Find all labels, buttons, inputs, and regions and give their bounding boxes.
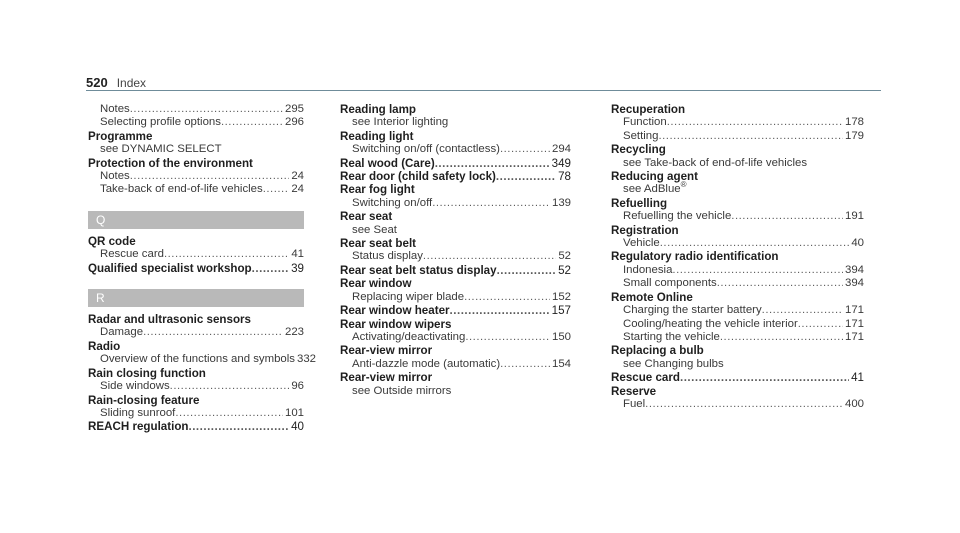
index-term: Recycling xyxy=(611,143,666,157)
index-subentry xyxy=(88,103,304,116)
header-rule xyxy=(86,90,881,91)
dot-leader xyxy=(465,331,550,344)
entry-label: Rescue card xyxy=(100,248,164,261)
page-reference: 154 xyxy=(551,357,571,370)
dot-leader xyxy=(423,250,556,263)
index-subentry xyxy=(340,291,571,304)
page-reference: 179 xyxy=(844,129,864,142)
dot-leader xyxy=(175,407,283,420)
entry-label: Function xyxy=(623,116,667,129)
entry-label: Notes xyxy=(100,103,130,115)
index-subentry xyxy=(340,143,571,156)
index-term: Reserve xyxy=(611,384,657,398)
page-reference: 40 xyxy=(291,420,304,434)
index-term: Reading light xyxy=(340,129,414,143)
page-reference: 400 xyxy=(844,397,864,410)
index-letter-heading: Q xyxy=(88,211,304,229)
index-subentry xyxy=(611,130,864,143)
page-reference: 295 xyxy=(284,103,304,115)
index-term: Protection of the environment xyxy=(88,156,253,170)
entry-label: Anti-dazzle mode (automatic) xyxy=(352,357,501,370)
index-subentry xyxy=(611,398,864,411)
index-term: Remote Online xyxy=(611,290,693,304)
index-term: Rear window xyxy=(340,277,412,291)
index-term: Rain-closing feature xyxy=(88,393,200,407)
page-title: Index xyxy=(116,76,147,90)
index-term: Radio xyxy=(88,339,121,353)
page-reference: 96 xyxy=(291,380,304,393)
page-reference: 332 xyxy=(297,353,317,366)
index-subentry xyxy=(88,353,317,366)
page-header xyxy=(86,75,146,90)
page-reference: 41 xyxy=(851,371,864,385)
entry-label: Replacing wiper blade xyxy=(352,290,465,303)
index-term: Reducing agent xyxy=(611,170,698,184)
dot-leader xyxy=(221,116,283,129)
dot-leader xyxy=(450,304,550,317)
index-subentry xyxy=(340,358,571,371)
dot-leader xyxy=(660,237,850,250)
page-reference: 178 xyxy=(844,116,864,129)
index-term: Rear seat belt xyxy=(340,237,417,251)
index-term-entry xyxy=(340,170,571,183)
entry-label: Rear window heater xyxy=(340,304,450,318)
page-reference: 152 xyxy=(551,290,571,303)
index-see-reference: see Outside mirrors xyxy=(352,384,452,397)
index-term: Rear-view mirror xyxy=(340,371,433,385)
page-reference: 24 xyxy=(291,170,304,183)
entry-label: Real wood (Care) xyxy=(340,156,435,170)
entry-label: Vehicle xyxy=(623,237,660,250)
dot-leader xyxy=(188,420,289,433)
index-column-1 xyxy=(88,103,317,434)
page-number: 520 xyxy=(86,75,108,90)
index-term-entry xyxy=(340,157,571,170)
index-subentry xyxy=(88,326,304,339)
index-see-reference: see Changing bulbs xyxy=(623,357,724,370)
index-subentry xyxy=(611,304,864,317)
dot-leader xyxy=(672,264,843,277)
dot-leader xyxy=(130,170,290,183)
index-term: Recuperation xyxy=(611,103,686,116)
index-subentry xyxy=(611,210,864,223)
page-reference: 394 xyxy=(844,263,864,276)
index-term: Reading lamp xyxy=(340,103,417,116)
entry-label: Switching on/off (contactless) xyxy=(352,143,500,156)
page-reference: 294 xyxy=(551,143,571,156)
index-term-entry xyxy=(340,264,571,277)
index-term-entry xyxy=(88,262,304,275)
entry-label: Charging the starter battery xyxy=(623,304,762,317)
index-subentry xyxy=(340,197,571,210)
index-term: Rear fog light xyxy=(340,183,415,197)
index-subentry xyxy=(611,318,864,331)
entry-label: Rear seat belt status display xyxy=(340,263,497,277)
page-reference: 171 xyxy=(844,317,864,330)
page-reference: 39 xyxy=(291,261,304,275)
entry-label: Switching on/off xyxy=(352,196,433,209)
index-subentry xyxy=(611,116,864,129)
index-term: Refuelling xyxy=(611,196,668,210)
index-term: Regulatory radio identification xyxy=(611,250,779,264)
entry-label: Starting the vehicle xyxy=(623,330,720,343)
entry-label: Sliding sunroof xyxy=(100,406,176,419)
dot-leader xyxy=(731,210,843,223)
page-reference: 171 xyxy=(844,304,864,317)
page-reference: 394 xyxy=(844,277,864,290)
index-see-reference: see Interior lighting xyxy=(352,116,449,129)
entry-label: Notes xyxy=(100,170,130,183)
dot-leader xyxy=(432,197,550,210)
entry-label: Damage xyxy=(100,326,144,339)
dot-leader xyxy=(667,116,843,129)
index-subentry xyxy=(88,183,304,196)
index-subentry xyxy=(88,248,304,261)
index-subentry xyxy=(340,331,571,344)
page-reference: 101 xyxy=(284,406,304,419)
index-subentry xyxy=(611,237,864,250)
entry-label: Small components xyxy=(623,277,717,290)
index-column-3 xyxy=(611,103,864,411)
dot-leader xyxy=(496,170,556,183)
entry-label: Overview of the functions and symbols xyxy=(100,353,295,366)
entry-label: Take-back of end-of-life vehicles xyxy=(100,183,263,196)
dot-leader xyxy=(717,277,843,290)
index-letter-heading: R xyxy=(88,289,304,307)
page-reference: 139 xyxy=(551,196,571,209)
dot-leader xyxy=(435,157,550,170)
index-term-entry xyxy=(88,420,304,433)
dot-leader xyxy=(130,103,283,116)
index-term: Rain closing function xyxy=(88,366,206,380)
entry-label: Setting xyxy=(623,129,659,142)
entry-label: Side windows xyxy=(100,380,170,393)
index-term: Rear seat xyxy=(340,210,393,224)
page-reference: 52 xyxy=(558,250,571,263)
index-term: Rear-view mirror xyxy=(340,344,433,358)
page-reference: 78 xyxy=(558,170,571,184)
index-term: Replacing a bulb xyxy=(611,344,704,358)
dot-leader xyxy=(143,326,283,339)
dot-leader xyxy=(500,143,550,156)
dot-leader xyxy=(170,380,290,393)
page-reference: 40 xyxy=(851,237,864,250)
page-reference: 296 xyxy=(284,116,304,129)
dot-leader xyxy=(680,371,849,384)
page-reference: 52 xyxy=(558,263,571,277)
page-reference: 41 xyxy=(291,248,304,261)
dot-leader xyxy=(464,291,550,304)
index-term: Rear window wipers xyxy=(340,317,452,331)
entry-label: REACH regulation xyxy=(88,420,189,434)
dot-leader xyxy=(164,248,289,261)
index-term: QR code xyxy=(88,234,136,248)
entry-label: Qualified specialist workshop xyxy=(88,261,252,275)
page-reference: 223 xyxy=(284,326,304,339)
page-reference: 349 xyxy=(551,156,571,170)
index-term-entry xyxy=(340,304,571,317)
page-reference: 191 xyxy=(844,210,864,223)
index-term: Radar and ultrasonic sensors xyxy=(88,313,252,327)
dot-leader xyxy=(645,398,843,411)
index-subentry xyxy=(611,277,864,290)
page-reference: 157 xyxy=(551,304,571,318)
page-reference: 24 xyxy=(291,183,304,196)
entry-label: Status display xyxy=(352,250,423,263)
dot-leader xyxy=(658,130,843,143)
entry-label: Cooling/heating the vehicle interior xyxy=(623,317,798,330)
index-subentry xyxy=(88,407,304,420)
index-subentry xyxy=(611,264,864,277)
index-subentry xyxy=(340,250,571,263)
index-see-reference: see Seat xyxy=(352,223,397,236)
entry-label: Indonesia xyxy=(623,263,673,276)
dot-leader xyxy=(263,183,290,196)
dot-leader xyxy=(762,304,843,317)
dot-leader xyxy=(720,331,843,344)
entry-label: Selecting profile options xyxy=(100,116,221,129)
index-subentry xyxy=(611,331,864,344)
index-see-reference: see DYNAMIC SELECT xyxy=(100,143,222,156)
dot-leader xyxy=(497,264,557,277)
index-term-entry xyxy=(611,371,864,384)
page-reference: 171 xyxy=(844,330,864,343)
dot-leader xyxy=(798,318,843,331)
entry-label: Rear door (child safety lock) xyxy=(340,170,496,184)
page-reference: 150 xyxy=(551,330,571,343)
entry-label: Fuel xyxy=(623,397,646,410)
index-term: Programme xyxy=(88,129,153,143)
index-subentry xyxy=(88,116,304,129)
index-term: Registration xyxy=(611,223,679,237)
index-see-reference: see AdBlue® xyxy=(623,180,687,196)
entry-label: Activating/deactivating xyxy=(352,330,466,343)
dot-leader xyxy=(500,358,550,371)
index-subentry xyxy=(88,170,304,183)
index-subentry xyxy=(88,380,304,393)
index-column-2 xyxy=(340,103,571,398)
dot-leader xyxy=(252,262,289,275)
entry-label: Refuelling the vehicle xyxy=(623,210,732,223)
index-see-reference: see Take-back of end-of-life vehicles xyxy=(623,156,808,169)
entry-label: Rescue card xyxy=(611,371,680,385)
